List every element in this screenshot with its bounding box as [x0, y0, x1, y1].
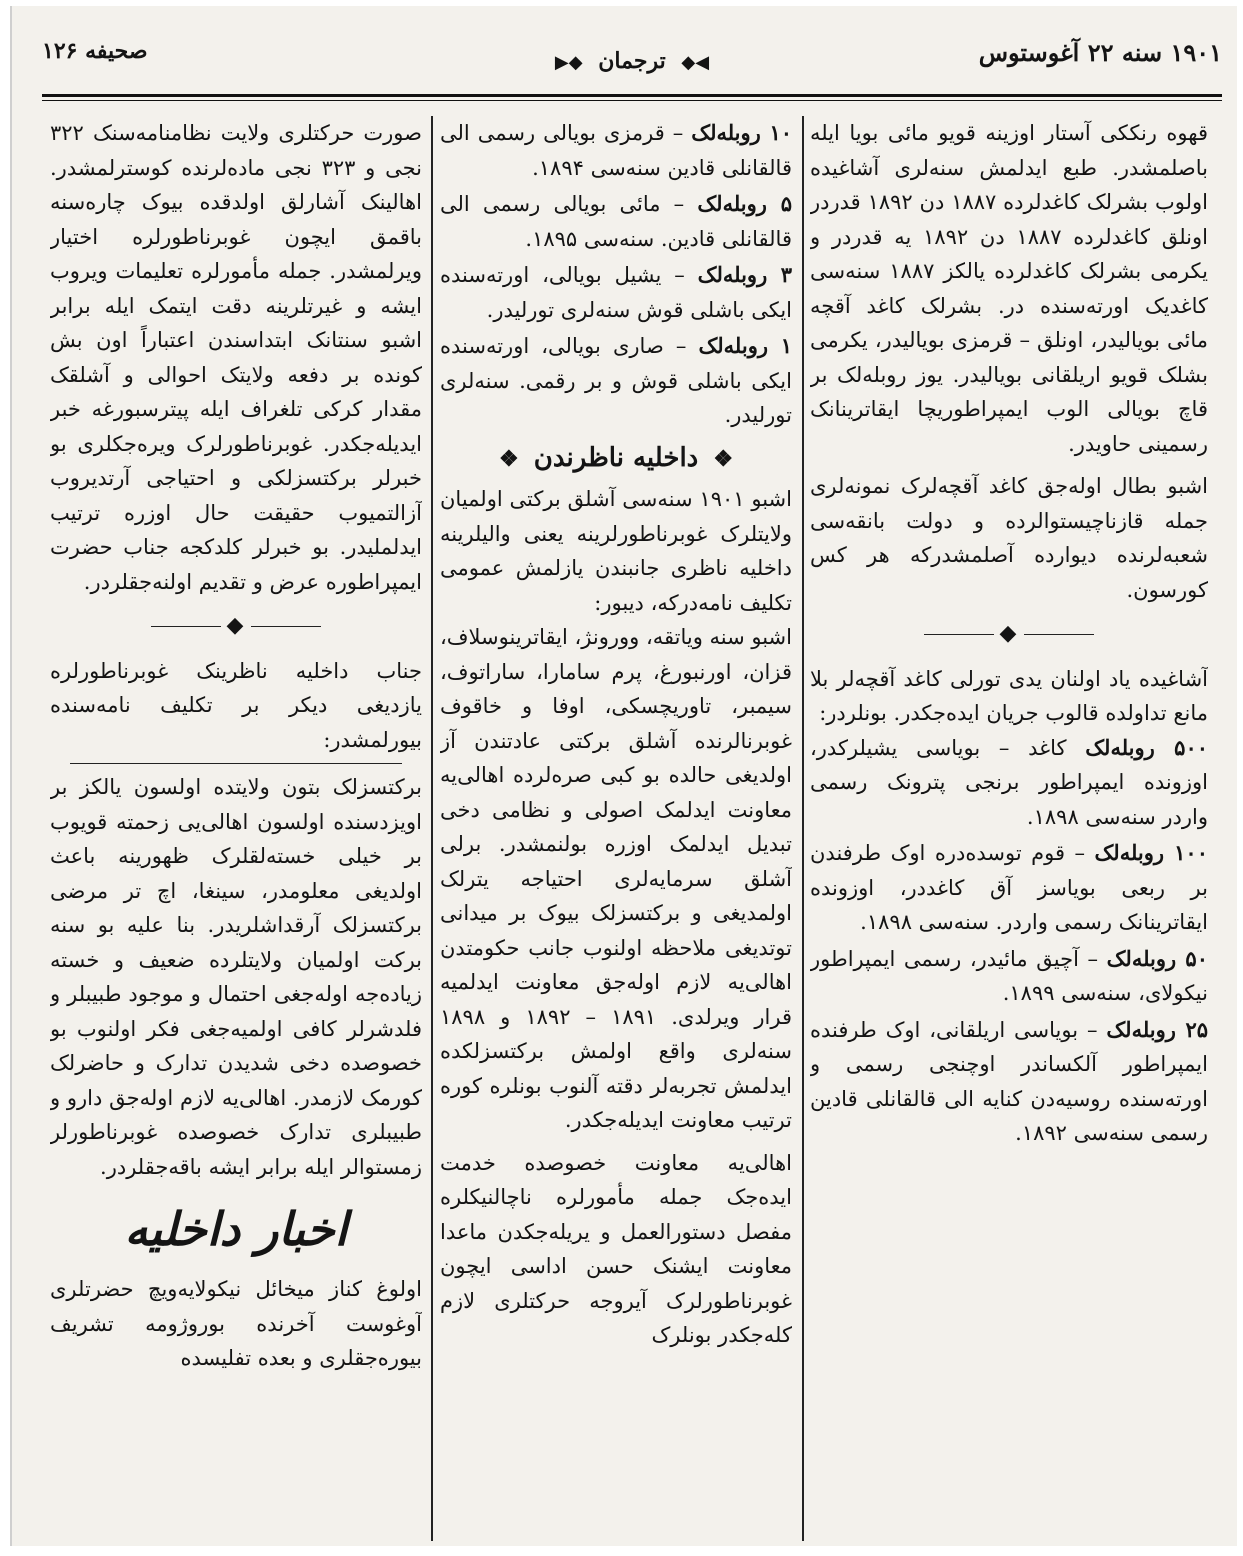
header-rule — [42, 94, 1222, 97]
column-rule — [802, 116, 804, 1541]
list-item: ۵۰۰ روبله‌لک کاغد – بویاسی یشیلرکدر، اوزونده ایمپراطور برنجی پترونک رسمی واردر سنه‌سی ۱۸۹۸. — [810, 734, 1208, 829]
paragraph: اشبو بطال اوله‌جق کاغد آقچه‌لرک نمونه‌لری جمله قازناچیستوالرده و دولت بانقه‌سی شعبه‌لرنده دیوارده آصلمشدرکه هر کس کورسون. — [810, 474, 1208, 602]
separator — [50, 609, 422, 644]
paragraph: برکتسزلک بتون ولایتده اولسون یالکز بر اویزدسنده اولسون اهالی‌یی زحمته قویوب بر خیلی خسته‌لقلرک ظهورینه باعث اولدیغی معلومدر، سینغا، اچ تر مرضی برکتسزلک آرقداشلریدر. بنا علیه بو سنه برکت اولمیان ولایتلرده ضعیف و خسته زیاده‌جه اوله‌جغی احتمال و موجود طبیبلر و فلدشرلر کافی اولمیه‌جغی فکر اولنوب بو خصوصده دخی شدیدن تدارک و حاضرلک کورمک لازمدر. اهالی‌یه لازم اوله‌جق دارو و طبیبلری تدارک خصوصده غوبرناطورلر زمستوالر ایله برابر ایشه باقه‌جقلردر. — [50, 775, 422, 1179]
header-title — [547, 48, 717, 74]
ornament-icon: ❖ — [713, 445, 734, 472]
column-left — [50, 116, 422, 1541]
section-heading: اخبار داخلیه — [124, 1202, 348, 1256]
list-item: ۳ روبله‌لک – یشیل بویالی، اورته‌سنده ایکی باشلی قوش سنه‌لری تورلیدر. — [440, 262, 792, 322]
list-item: ۲۵ روبله‌لک – بویاسی اریلقانی، اوک طرفنده ایمپراطور آلکساندر اوچنجی رسمی و اورته‌سنده روسیه‌دن کنایه الی قالقانلی قادین رسمی سنه‌سی ۱۸۹۲. — [810, 1016, 1208, 1145]
paragraph: آشاغیده یاد اولنان یدی تورلی کاغد آقچه‌لر بلا مانع تداولده قالوب جریان ایده‌جکدر. بونلردر: — [810, 666, 1208, 725]
paragraph: جناب داخلیه ناظرینک غوبرناطورلره یازدیغی دیکر بر تکلیف نامه‌سنده بیورلمشدر: — [50, 658, 422, 752]
section-heading: ❖ داخلیه ناظرندن ❖ — [498, 442, 734, 473]
list-item: ۱۰ روبله‌لک – قرمزی بویالی رسمی الی قالقانلی قادین سنه‌سی ۱۸۹۴. — [440, 120, 792, 180]
paragraph: صورت حرکتلری ولایت نظامنامه‌سنک ۳۲۲ نجی و ۳۲۳ نجی ماده‌لرنده کوسترلمشدر. اهالینک آشارلق اولدقده بیوک چاره‌سنه باقمق ایچون غوبرناطورلره اختیار ویرلمشدر. جمله مأمورلره تعلیمات ویروب ایشه و غیرتلرینه دقت ایتمک ایله برابر اشبو سنتانک ابتداسندن اعتباراً اون بش کونده بر دفعه ولایتک احوالی و آشلقک مقدار کرکی تلغراف ایله پیترسبورغه خبر ایدیله‌جکدر. غوبرناطورلرک ویره‌جکلری بو خبرلر برکتسزلکی و احتیاجی آرتدیروب آزالتمیوب حقیقت حال اوزره ترتیب ایدلملیدر. بو خبرلر کلدکجه جناب حضرت ایمپراطوره عرض و تقدیم اولنه‌جقلردر. — [50, 121, 422, 594]
masthead — [42, 34, 1222, 94]
list-item: ۵۰ روبله‌لک – آچیق مائیدر، رسمی ایمپراطور نیکولای، سنه‌سی ۱۸۹۹. — [810, 945, 1208, 1005]
paragraph: اشبو ۱۹۰۱ سنه‌سی آشلق برکتی اولمیان ولایتلرک غوبرناطورلرینه یعنی والیلرینه داخلیه ناظری جانبندن یازلمش عمومی تکلیف نامه‌درکه، دیبور: — [440, 487, 792, 615]
ornament-icon: ◀◆ — [681, 52, 710, 73]
list-item: ۱۰۰ روبله‌لک – قوم توسده‌دره اوک طرفندن بر ربعی بویاسز آق کاغددر، اوزونده ایقاترینانک رسمی واردر. سنه‌سی ۱۸۹۸. — [810, 840, 1208, 934]
list-item: ۵ روبله‌لک – مائی بویالی رسمی الی قالقانلی قادین. سنه‌سی ۱۸۹۵. — [440, 191, 792, 251]
diamond-icon: ◆ — [999, 621, 1019, 646]
column-right — [810, 116, 1208, 1541]
divider — [70, 763, 402, 764]
ornament-icon: ◆▶ — [554, 52, 583, 73]
column-middle — [440, 116, 792, 1541]
paragraph: اولوغ کناز میخائل نیکولایه‌ویچ حضرتلری آوغوست آخرنده بوروژومه تشریف بیوره‌جقلری و بعده تفلیسده — [50, 1277, 422, 1370]
banknote-list — [440, 116, 792, 433]
header-page-number: صحیفه ۱۲۶ — [42, 38, 148, 64]
list-item: ۱ روبله‌لک – صاری بویالی، اورته‌سنده ایکی باشلی قوش و بر رقمی. سنه‌لری تورلیدر. — [440, 333, 792, 427]
paragraph: اشبو سنه ویاتقه، وورونژ، ایقاترینوسلاف، قزان، اورنبورغ، پرم سامارا، ساراتوف، سیمبر، تاوریچسکی، اوفا و خاقوف غوبرنالرنده آشلق برکتی عادتندن آز اولدیغی حالده بو کبی صره‌لرده اهالی‌یه معاونت ایدلمک اصولی و نظامی دخی تبدیل ایدلمک اوزره بولنمشدر. برلی آشلق سرمایه‌لری احتیاجه یترلک اولمدیغی و برکتسزلک بیوک بر میدانی توتدیغی ملاحظه اولنوب جانب حکومتدن اهالی‌یه لازم اوله‌جق معاونت ایدلمیه قرار ویرلدی. ۱۸۹۱ – ۱۸۹۲ و ۱۸۹۸ سنه‌لری واقع اولمش برکتسزلکده ایدلمش تجربه‌لر دقته آلنوب بونلره کوره ترتیب معاونت ایدیله‌جکدر. — [440, 625, 792, 1132]
column-rule — [431, 116, 433, 1541]
ornament-icon: ❖ — [498, 445, 519, 472]
newspaper-page — [10, 6, 1237, 1546]
header-date: ۱۹۰۱ سنه ۲۲ آغوستوس — [978, 38, 1222, 67]
paragraph: اهالی‌یه معاونت خصوصده خدمت ایده‌جک جمله مأمورلره ناچالنیکلره مفصل دستورالعمل و یریله‌جکدن ماعدا معاونت ایشنک حسن اداسی ایچون غوبرناطورلرک آیروجه حرکتلری لازم کله‌جکدر بونلرک — [440, 1150, 792, 1347]
banknote-list — [810, 731, 1208, 1151]
separator — [810, 617, 1208, 652]
newspaper-name: ترجمان — [598, 48, 666, 74]
diamond-icon: ◆ — [226, 613, 246, 638]
header-rule — [42, 100, 1222, 101]
paragraph: قهوه رنککی آستار اوزینه قویو مائی بویا ایله باصلمشدر. طبع ایدلمش سنه‌لری آشاغیده اولوب بشرلک کاغدلرده ۱۸۸۷ دن ۱۸۹۲ قدردر اونلق کاغدلرده ۱۸۸۷ دن ۱۸۹۲ یه قدردر و یکرمی بشرلک کاغدلرده یالکز ۱۸۸۷ سنه‌سی کاغدیک اورته‌سنده در. بشرلک کاغد آقچه مائی بویالیدر، اونلق – قرمزی بویالیدر، یکرمی بشلک قویو اریلقانی بویالیدر. یوز روبله‌لک بر قاچ بویالی الوب ایمپراطوریچا ایقاترینانک رسمینی حاویدر. — [810, 121, 1208, 456]
